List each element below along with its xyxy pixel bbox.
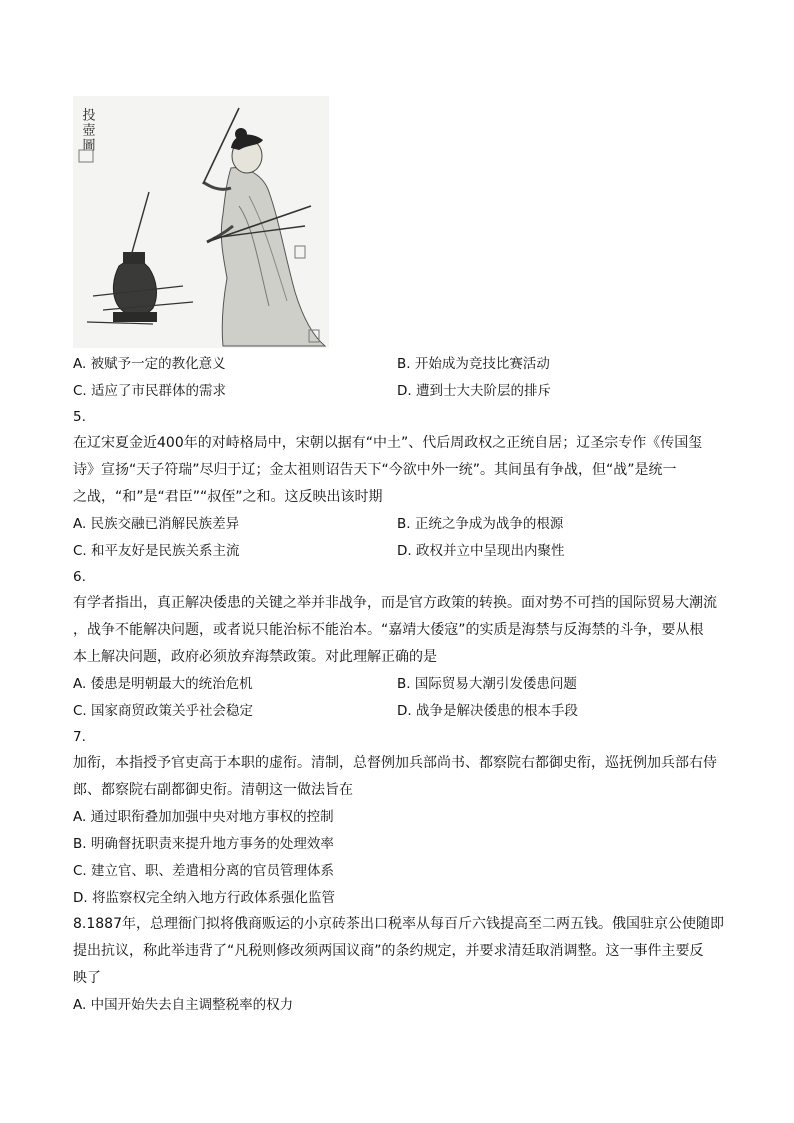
touhu-illustration (73, 96, 329, 348)
q5-option-d: D. 政权并立中呈现出内聚性 (397, 543, 565, 559)
q5-stem-line: 在辽宋夏金近400年的对峙格局中，宋朝以据有“中土”、代后周政权之正统自居；辽圣宗专作《传国玺 (73, 435, 703, 451)
q5-number: 5. (73, 409, 86, 425)
q5-option-b: B. 正统之争成为战争的根源 (397, 516, 564, 532)
q4-option-b: B. 开始成为竞技比赛活动 (397, 356, 550, 372)
q7-number: 7. (73, 729, 86, 745)
q7-stem-line: 加衔，本指授予官吏高于本职的虚衔。清制，总督例加兵部尚书、都察院右都御史衔，巡抚例加兵部右侍 (73, 755, 717, 771)
q8-stem-line: 提出抗议，称此举违背了“凡税则修改须两国议商”的条约规定，并要求清廷取消调整。这一事件主要反 (73, 943, 704, 959)
q7-stem-line: 郎、都察院右副都御史衔。清朝这一做法旨在 (73, 782, 353, 798)
q6-number: 6. (73, 569, 86, 585)
q6-stem-line: 有学者指出，真正解决倭患的关键之举并非战争，而是官方政策的转换。面对势不可挡的国际贸易大潮流 (73, 595, 717, 611)
q6-stem-line: 本上解决问题，政府必须放弃海禁政策。对此理解正确的是 (73, 649, 437, 665)
q8-option-a: A. 中国开始失去自主调整税率的权力 (73, 997, 294, 1013)
q6-option-c: C. 国家商贸政策关乎社会稳定 (73, 703, 254, 719)
q4-option-a: A. 被赋予一定的教化意义 (73, 356, 226, 372)
q8-stem-line: 映了 (73, 970, 101, 986)
q5-option-a: A. 民族交融已消解民族差异 (73, 516, 240, 532)
q6-option-b: B. 国际贸易大潮引发倭患问题 (397, 676, 577, 692)
q4-option-c: C. 适应了市民群体的需求 (73, 383, 227, 399)
q5-option-c: C. 和平友好是民族关系主流 (73, 543, 240, 559)
q7-option-b: B. 明确督抚职责来提升地方事务的处理效率 (73, 836, 334, 852)
q5-stem-line: 之战，“和”是“君臣”“叔侄”之和。这反映出该时期 (73, 489, 383, 505)
seal-title: 投壺圖 (79, 108, 95, 153)
q7-option-a: A. 通过职衔叠加加强中央对地方事权的控制 (73, 809, 334, 825)
q5-stem-line: 诗》宣扬“天子符瑞”尽归于辽；金太祖则诏告天下“今欲中外一统”。其间虽有争战，但“战”是统一 (73, 462, 677, 478)
q6-stem-line: ，战争不能解决问题，或者说只能治标不能治本。“嘉靖大倭寇”的实质是海禁与反海禁的斗争，要从根 (73, 622, 704, 638)
q6-option-a: A. 倭患是明朝最大的统治危机 (73, 676, 253, 692)
q6-option-d: D. 战争是解决倭患的根本手段 (397, 703, 578, 719)
q4-option-d: D. 遭到士大夫阶层的排斥 (397, 383, 551, 399)
q8-stem-line: 8.1887年，总理衙门拟将俄商贩运的小京砖茶出口税率从每百斤六钱提高至二两五钱。俄国驻京公使随即 (73, 916, 724, 932)
q7-option-c: C. 建立官、职、差遣相分离的官员管理体系 (73, 863, 335, 879)
q7-option-d: D. 将监察权完全纳入地方行政体系强化监管 (73, 890, 335, 906)
